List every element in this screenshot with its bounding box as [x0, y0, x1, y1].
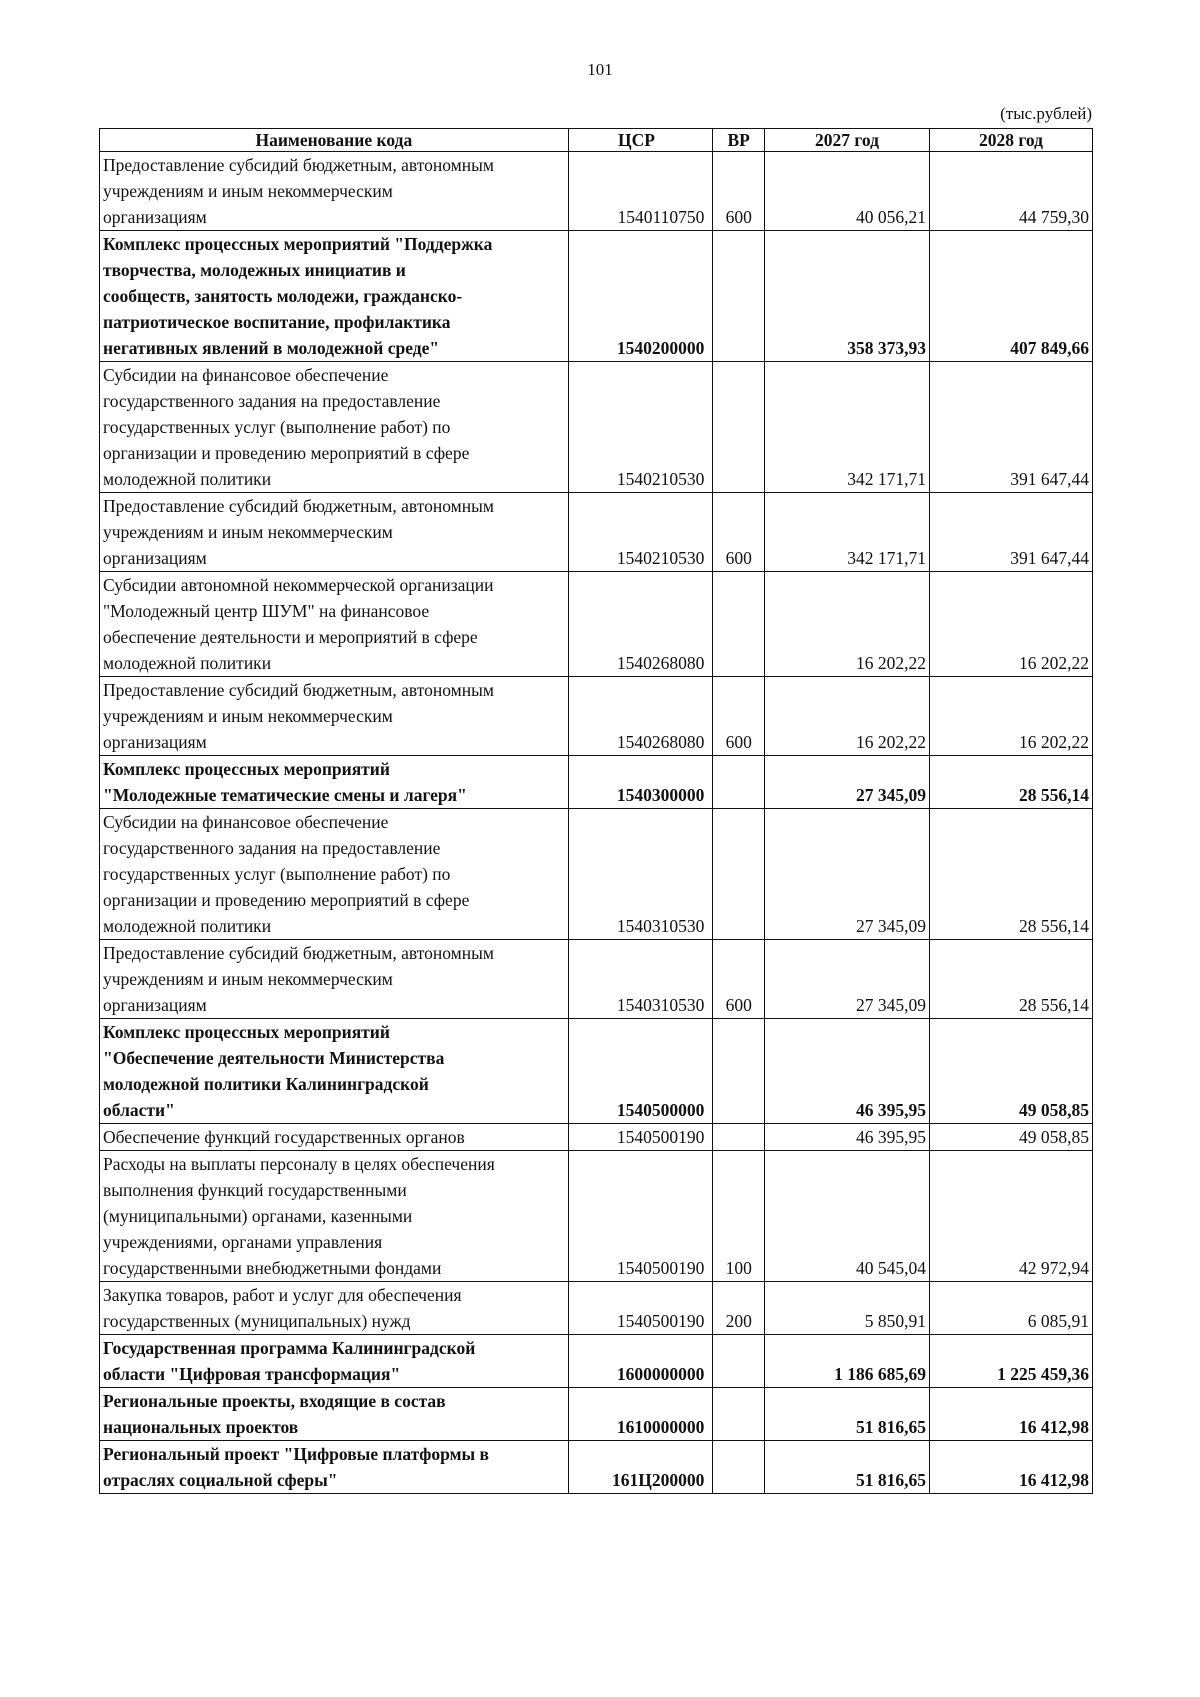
row-name-line: организациям [103, 732, 207, 752]
row-name-line: "Молодежные тематические смены и лагеря" [103, 785, 467, 805]
row-name-line: Комплекс процессных мероприятий [103, 1022, 390, 1042]
row-2028: 16 202,22 [929, 572, 1092, 677]
budget-table [99, 128, 1093, 1494]
row-name [100, 572, 569, 677]
row-name-line: Комплекс процессных мероприятий "Поддержка [103, 234, 493, 254]
table-row [100, 572, 1093, 677]
row-csr: 1540300000 [568, 756, 713, 809]
row-2027: 342 171,71 [765, 493, 930, 572]
table-row [100, 1019, 1093, 1124]
row-name [100, 1441, 569, 1494]
row-2027: 40 056,21 [765, 152, 930, 231]
row-name-line: Предоставление субсидий бюджетным, автономным [103, 680, 494, 700]
row-vr [713, 809, 765, 940]
row-name-line: Обеспечение функций государственных органов [103, 1127, 465, 1147]
row-2028: 391 647,44 [929, 362, 1092, 493]
table-header-row [100, 129, 1093, 152]
row-csr: 1540310530 [568, 809, 713, 940]
table-row [100, 152, 1093, 231]
row-csr: 1540310530 [568, 940, 713, 1019]
table-row [100, 493, 1093, 572]
row-2028: 407 849,66 [929, 231, 1092, 362]
row-name [100, 231, 569, 362]
units-label: (тыс.рублей) [1000, 104, 1092, 123]
table-row [100, 809, 1093, 940]
row-name [100, 1019, 569, 1124]
row-2028: 6 085,91 [929, 1282, 1092, 1335]
row-vr [713, 362, 765, 493]
row-name [100, 809, 569, 940]
row-name-line: молодежной политики [103, 916, 272, 936]
row-2027: 27 345,09 [765, 809, 930, 940]
row-name-line: государственного задания на предоставление [103, 391, 441, 411]
row-2027: 1 186 685,69 [765, 1335, 930, 1388]
row-2027: 16 202,22 [765, 677, 930, 756]
row-csr: 1540210530 [568, 493, 713, 572]
header-csr: ЦСР [568, 129, 713, 152]
header-name: Наименование кода [100, 129, 569, 152]
table-row [100, 677, 1093, 756]
row-name-line: "Молодежный центр ШУМ" на финансовое [103, 601, 430, 621]
page-number: 101 [587, 60, 613, 79]
row-2027: 27 345,09 [765, 940, 930, 1019]
row-2027: 5 850,91 [765, 1282, 930, 1335]
row-csr: 1540268080 [568, 572, 713, 677]
row-2027: 40 545,04 [765, 1151, 930, 1282]
table-row [100, 1388, 1093, 1441]
row-2027: 16 202,22 [765, 572, 930, 677]
row-name-line: Предоставление субсидий бюджетным, автономным [103, 943, 494, 963]
table-body [100, 152, 1093, 1494]
row-name-line: (муниципальными) органами, казенными [103, 1206, 413, 1226]
row-name-line: негативных явлений в молодежной среде" [103, 338, 440, 358]
table-row [100, 1335, 1093, 1388]
row-2028: 28 556,14 [929, 756, 1092, 809]
row-name-line: Региональные проекты, входящие в состав [103, 1391, 446, 1411]
row-name-line: организации и проведению мероприятий в сфере [103, 443, 470, 463]
row-name [100, 940, 569, 1019]
row-name-line: учреждениям и иным некоммерческим [103, 181, 393, 201]
row-2027: 46 395,95 [765, 1019, 930, 1124]
row-vr [713, 572, 765, 677]
row-name-line: Государственная программа Калининградской [103, 1338, 476, 1358]
row-2028: 28 556,14 [929, 940, 1092, 1019]
row-csr: 1540500190 [568, 1282, 713, 1335]
row-csr: 161Ц200000 [568, 1441, 713, 1494]
row-2028: 49 058,85 [929, 1124, 1092, 1151]
row-csr: 1540500000 [568, 1019, 713, 1124]
row-2028: 16 202,22 [929, 677, 1092, 756]
row-name-line: учреждениям и иным некоммерческим [103, 522, 393, 542]
row-name [100, 1388, 569, 1441]
row-name-line: творчества, молодежных инициатив и [103, 260, 406, 280]
row-vr: 600 [713, 677, 765, 756]
row-name-line: организациям [103, 548, 207, 568]
row-2028: 49 058,85 [929, 1019, 1092, 1124]
row-name-line: молодежной политики Калининградской [103, 1074, 429, 1094]
row-name-line: Региональный проект "Цифровые платформы в [103, 1444, 490, 1464]
row-name-line: Расходы на выплаты персоналу в целях обеспечения [103, 1154, 495, 1174]
row-2027: 51 816,65 [765, 1388, 930, 1441]
row-csr: 1610000000 [568, 1388, 713, 1441]
row-2028: 28 556,14 [929, 809, 1092, 940]
row-vr: 600 [713, 940, 765, 1019]
row-vr [713, 1441, 765, 1494]
row-name-line: обеспечение деятельности и мероприятий в сфере [103, 627, 478, 647]
row-name-line: государственными внебюджетными фондами [103, 1258, 442, 1278]
row-2028: 16 412,98 [929, 1388, 1092, 1441]
row-name-line: Субсидии на финансовое обеспечение [103, 365, 389, 385]
row-vr: 200 [713, 1282, 765, 1335]
row-name-line: государственного задания на предоставление [103, 838, 441, 858]
row-name-line: отраслях социальной сферы" [103, 1470, 338, 1490]
row-name [100, 1335, 569, 1388]
row-name [100, 677, 569, 756]
row-name-line: Субсидии автономной некоммерческой организации [103, 575, 494, 595]
row-csr: 1540500190 [568, 1151, 713, 1282]
header-2027: 2027 год [765, 129, 930, 152]
row-vr: 600 [713, 152, 765, 231]
row-vr [713, 756, 765, 809]
row-2027: 46 395,95 [765, 1124, 930, 1151]
table-row [100, 756, 1093, 809]
row-name-line: области" [103, 1100, 175, 1120]
row-name-line: молодежной политики [103, 469, 272, 489]
row-name-line: Закупка товаров, работ и услуг для обеспечения [103, 1285, 462, 1305]
row-2027: 51 816,65 [765, 1441, 930, 1494]
row-name [100, 493, 569, 572]
row-vr [713, 231, 765, 362]
row-csr: 1540268080 [568, 677, 713, 756]
row-name-line: организации и проведению мероприятий в сфере [103, 890, 470, 910]
row-name-line: области "Цифровая трансформация" [103, 1364, 401, 1384]
row-name-line: учреждениями, органами управления [103, 1232, 383, 1252]
row-name-line: учреждениям и иным некоммерческим [103, 969, 393, 989]
row-vr [713, 1124, 765, 1151]
row-name-line: национальных проектов [103, 1417, 299, 1437]
row-vr [713, 1019, 765, 1124]
row-name-line: Предоставление субсидий бюджетным, автономным [103, 155, 494, 175]
row-name-line: организациям [103, 995, 207, 1015]
row-csr: 1600000000 [568, 1335, 713, 1388]
row-name-line: патриотическое воспитание, профилактика [103, 312, 451, 332]
row-name-line: государственных (муниципальных) нужд [103, 1311, 411, 1331]
table-row [100, 1151, 1093, 1282]
row-2027: 27 345,09 [765, 756, 930, 809]
row-name-line: Предоставление субсидий бюджетным, автономным [103, 496, 494, 516]
row-vr: 100 [713, 1151, 765, 1282]
table-row [100, 940, 1093, 1019]
row-2028: 391 647,44 [929, 493, 1092, 572]
row-name-line: организациям [103, 207, 207, 227]
row-csr: 1540110750 [568, 152, 713, 231]
row-name-line: "Обеспечение деятельности Министерства [103, 1048, 445, 1068]
row-name-line: учреждениям и иным некоммерческим [103, 706, 393, 726]
row-name [100, 1282, 569, 1335]
row-name [100, 362, 569, 493]
table-row [100, 1441, 1093, 1494]
table-row [100, 231, 1093, 362]
row-vr [713, 1335, 765, 1388]
row-vr: 600 [713, 493, 765, 572]
row-name [100, 1124, 569, 1151]
row-name-line: сообществ, занятость молодежи, гражданско- [103, 286, 463, 306]
row-name-line: Субсидии на финансовое обеспечение [103, 812, 389, 832]
row-csr: 1540200000 [568, 231, 713, 362]
row-2027: 342 171,71 [765, 362, 930, 493]
row-name [100, 756, 569, 809]
table-row [100, 1124, 1093, 1151]
row-2028: 42 972,94 [929, 1151, 1092, 1282]
row-name-line: Комплекс процессных мероприятий [103, 759, 390, 779]
row-2028: 1 225 459,36 [929, 1335, 1092, 1388]
table-row [100, 1282, 1093, 1335]
row-name [100, 1151, 569, 1282]
row-2027: 358 373,93 [765, 231, 930, 362]
row-2028: 16 412,98 [929, 1441, 1092, 1494]
row-csr: 1540210530 [568, 362, 713, 493]
row-csr: 1540500190 [568, 1124, 713, 1151]
row-2028: 44 759,30 [929, 152, 1092, 231]
row-name-line: выполнения функций государственными [103, 1180, 407, 1200]
table-row [100, 362, 1093, 493]
row-name-line: молодежной политики [103, 653, 272, 673]
row-name-line: государственных услуг (выполнение работ) по [103, 864, 451, 884]
row-vr [713, 1388, 765, 1441]
row-name-line: государственных услуг (выполнение работ) по [103, 417, 451, 437]
header-2028: 2028 год [929, 129, 1092, 152]
header-vr: ВР [713, 129, 765, 152]
row-name [100, 152, 569, 231]
